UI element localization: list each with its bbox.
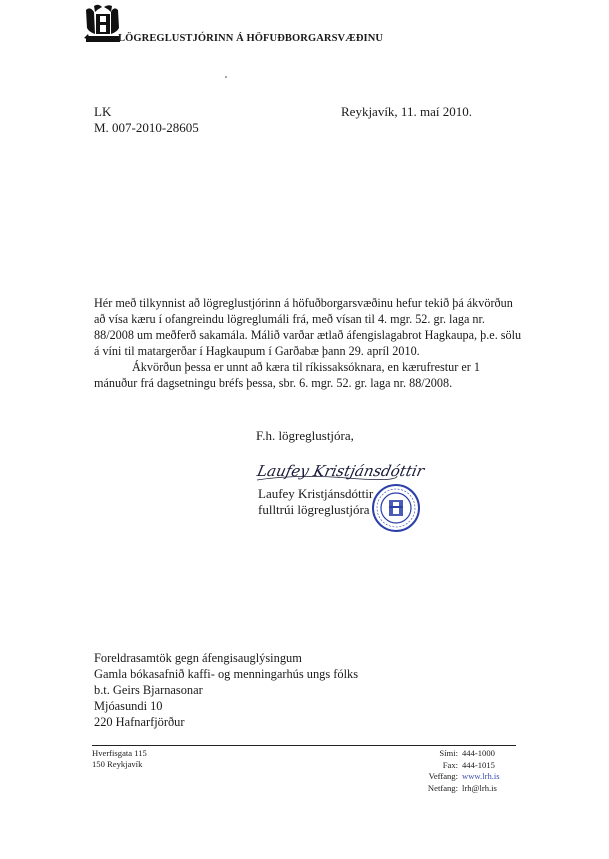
coat-of-arms-icon <box>82 4 122 48</box>
signatory-title: fulltrúi lögreglustjóra <box>258 502 370 517</box>
footer-city: 150 Reykjavík <box>92 759 143 769</box>
email-link[interactable]: lrh@lrh.is <box>462 782 497 793</box>
speck <box>225 76 227 78</box>
recipient-line-3: b.t. Geirs Bjarnasonar <box>94 683 203 697</box>
letter-body <box>94 295 524 391</box>
fax-value: 444-1015 <box>462 759 495 770</box>
fax-label: Fax: <box>442 759 458 770</box>
phone-label: Sími: <box>439 748 458 758</box>
email-label: Netfang: <box>427 782 458 793</box>
recipient-address <box>94 650 358 730</box>
recipient-line-4: Mjóasundi 10 <box>94 699 163 713</box>
signatory-name: Laufey Kristjánsdóttir <box>258 486 374 501</box>
police-seal-icon <box>372 484 420 532</box>
body-paragraph-1: Hér með tilkynnist að lögreglustjórinn á höfuðborgarsvæðinu hefur tekið þá ákvörðun að vísa kæru í ofangreindu lögreglumáli frá, með vísan til 4. mgr. 52. gr. laga nr. 88/2008 um meðferð sakamála. Málið varðar ætlað áfengislagabrot Hagkaupa, þ.e. sölu á víni til matargerðar í Hagkaupum í Garðabæ þann 29. apríl 2010. <box>94 296 522 358</box>
body-paragraph-2: Ákvörðun þessa er unnt að kæra til ríkissaksóknara, en kærufrestur er 1 mánuður frá dagsetningu bréfs þessa, sbr. 6. mgr. 52. gr. laga nr. 88/2008. <box>94 360 480 390</box>
recipient-line-1: Foreldrasamtök gegn áfengisauglýsingum <box>94 651 302 665</box>
footer-contact <box>400 748 500 794</box>
web-link[interactable]: www.lrh.is <box>462 771 500 781</box>
closing-line: F.h. lögreglustjóra, <box>256 428 354 443</box>
date-line: Reykjavík, 11. maí 2010. <box>341 104 472 119</box>
case-number: M. 007-2010-28605 <box>94 120 199 135</box>
svg-text:Laufey Kristjánsdóttir: Laufey Kristjánsdóttir <box>255 462 426 480</box>
footer-street: Hverfisgata 115 <box>92 748 147 758</box>
handwritten-signature <box>255 454 426 484</box>
organization-name: LÖGREGLUSTJÓRINN Á HÖFUÐBORGARSVÆÐINU <box>118 33 384 44</box>
recipient-line-2: Gamla bókasafnið kaffi- og menningarhús ungs fólks <box>94 667 359 681</box>
recipient-line-5: 220 Hafnarfjörður <box>94 715 185 729</box>
web-label: Veffang: <box>428 771 458 781</box>
phone-value: 444-1000 <box>462 748 495 758</box>
footer-divider <box>92 745 516 746</box>
reference-initials: LK <box>94 104 112 119</box>
